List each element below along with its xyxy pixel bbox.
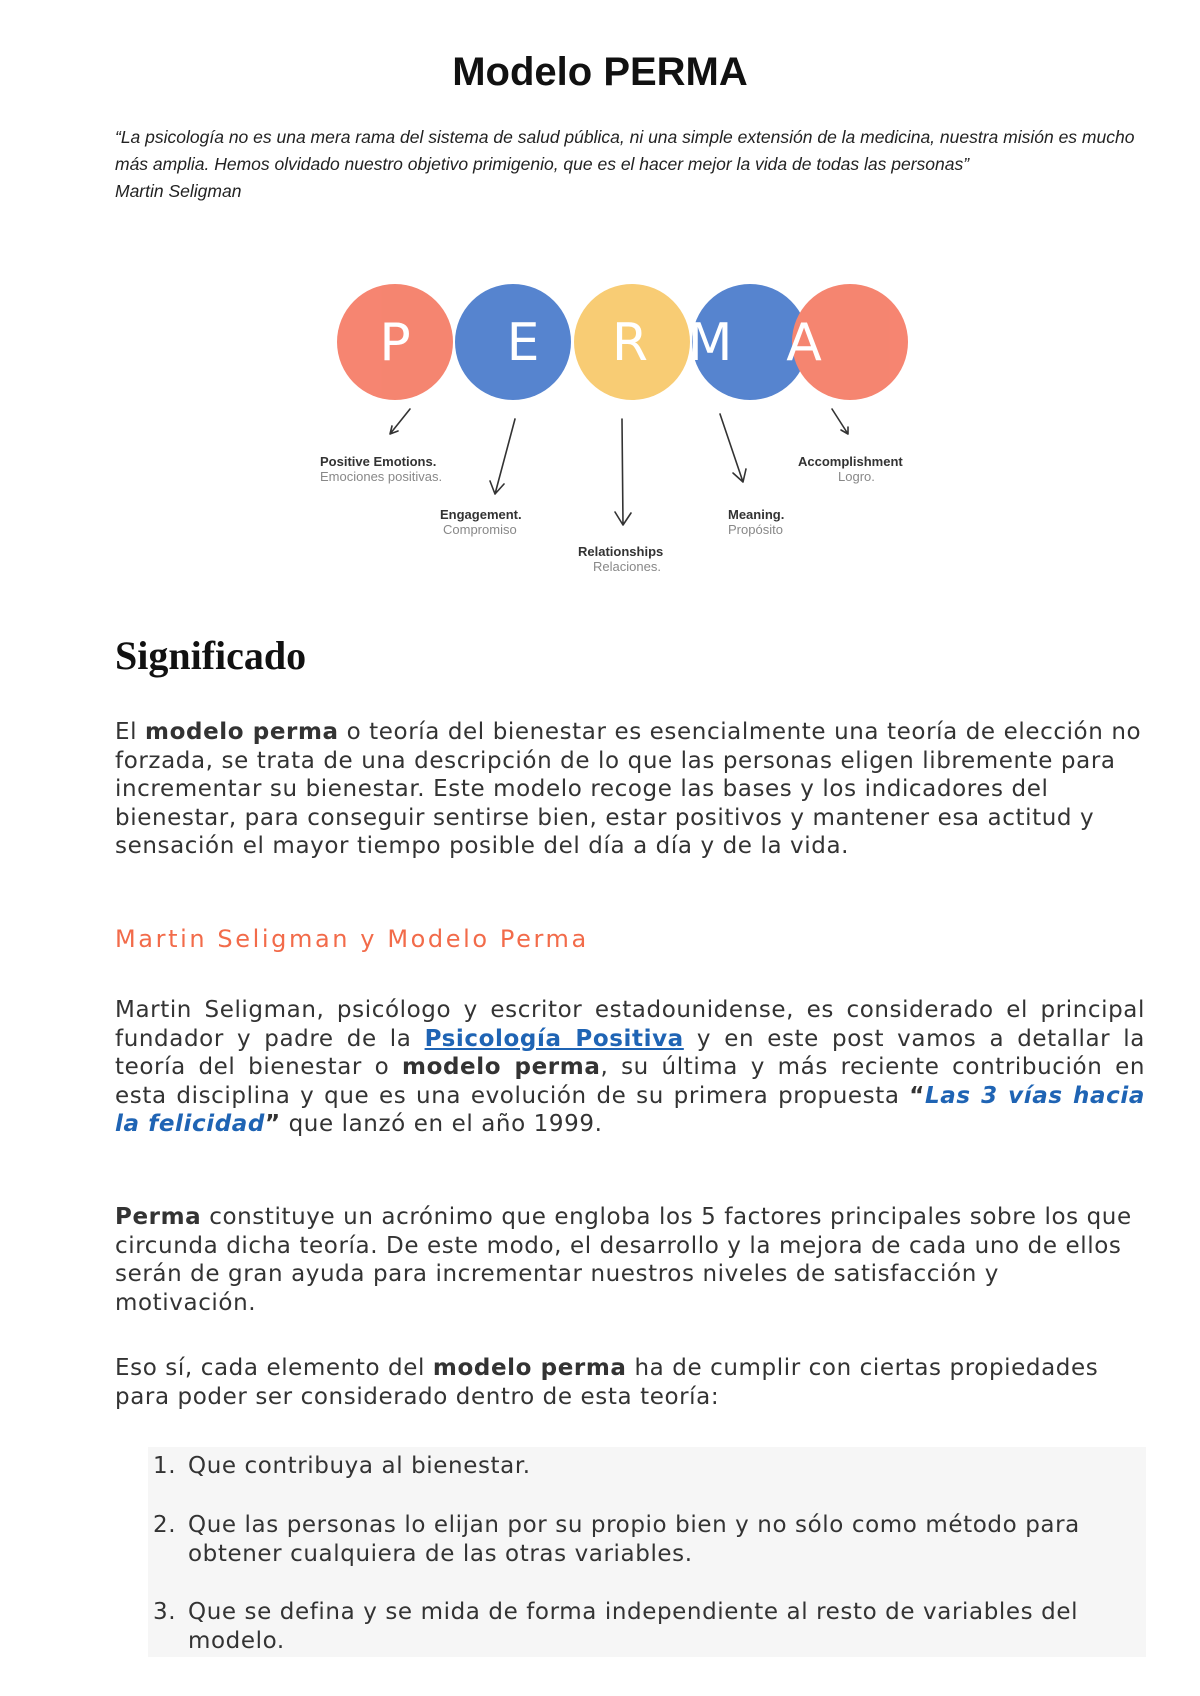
bold-term: modelo perma (432, 1355, 627, 1381)
list-text: Que contribuya al bienestar. (188, 1453, 531, 1479)
text-run: ha de cumplir con ciertas propiedades para poder ser considerado dentro de esta teoría: (115, 1355, 1099, 1410)
arrow-r (615, 419, 631, 525)
list-number: 2. (153, 1512, 177, 1538)
label-positive-emotions: Positive Emotions. (320, 454, 437, 469)
text-run: , su última y más reciente contribución en esta disciplina y que es una evolución de su primera propuesta (115, 1054, 1145, 1109)
quote-block (115, 124, 1155, 205)
text-run: o teoría del bienestar es esencialmente una teoría de elección no forzada, se trata de una descripción de lo que las personas eligen libremente para incrementar su bienestar. Este modelo recoge las bases y los indicadores del bienestar, para conseguir sentirse bien, estar positivos y mantener esa actitud y sensación el mayor tiempo posible del día a día y de la vida. (115, 719, 1142, 860)
tres-vias-link[interactable]: Las 3 vías hacia la felicidad (115, 1082, 1145, 1138)
text-run: Eso sí, cada elemento del (115, 1355, 433, 1381)
text-run: constituye un acrónimo que engloba los 5 factores principales sobre los que circunda dicha teoría. De este modo, el desarrollo y la mejora de cada uno de ellos serán de gran ayuda para incrementar nuestros niveles de satisfacción y motivación. (115, 1204, 1132, 1316)
quote-mark: “ (909, 1082, 926, 1109)
label-proposito: Propósito (728, 522, 783, 537)
page-title: Modelo PERMA (452, 50, 748, 94)
paragraph-propiedades (115, 1354, 1145, 1411)
perma-diagram (310, 282, 930, 592)
bold-term: modelo perma (145, 719, 339, 745)
list-number: 1. (153, 1453, 177, 1479)
arrow-p (390, 409, 410, 434)
label-meaning: Meaning. (728, 507, 785, 522)
letter-r: R (611, 313, 649, 373)
arrow-a (832, 409, 848, 434)
arrow-e (490, 419, 515, 494)
label-accomplishment: Accomplishment (798, 454, 903, 469)
letter-a: A (786, 313, 822, 373)
label-relationships: Relationships (578, 544, 664, 559)
list-number: 3. (153, 1599, 177, 1625)
quote-author: Martin Seligman (115, 181, 242, 201)
text-run: y en este post vamos a detallar la teoría del bienestar o (115, 1025, 1145, 1081)
label-emociones-positivas: Emociones positivas. (320, 469, 443, 484)
label-engagement: Engagement. (440, 507, 522, 522)
paragraph-seligman (115, 996, 1145, 1139)
section-heading-significado: Significado (115, 633, 307, 678)
letter-m: M (687, 313, 733, 373)
list-text: Que se defina y se mida de forma independiente al resto de variables del modelo. (188, 1599, 1079, 1654)
letter-p: P (379, 313, 411, 373)
bold-term: Perma (115, 1204, 202, 1230)
text-run: El (115, 719, 146, 745)
list-text: Que las personas lo elijan por su propio bien y no sólo como método para obtener cualquiera de las otras variables. (188, 1512, 1080, 1567)
label-logro: Logro. (838, 469, 875, 484)
quote-mark: ” (264, 1111, 281, 1138)
label-relaciones: Relaciones. (593, 559, 661, 574)
bold-term: modelo perma (402, 1054, 601, 1081)
label-compromiso: Compromiso (443, 522, 517, 537)
quote-text: “La psicología no es una mera rama del sistema de salud pública, ni una simple extensión de la medicina, nuestra misión es mucho más amplia. Hemos olvidado nuestro objetivo primigenio, que es el hacer mejor la vida de todas las personas” (115, 127, 1135, 174)
section-heading-seligman: Martin Seligman y Modelo Perma (115, 925, 589, 953)
text-run: Martin Seligman, psicólogo y escritor estadounidense, es considerado el principal fundador y padre de la (115, 997, 1145, 1052)
psicologia-positiva-link[interactable]: Psicología Positiva (424, 1025, 684, 1052)
letter-e: E (506, 313, 540, 373)
paragraph-significado (115, 718, 1145, 861)
paragraph-perma-acronimo (115, 1203, 1145, 1317)
arrow-m (720, 414, 746, 482)
text-run: que lanzó en el año 1999. (280, 1111, 603, 1138)
